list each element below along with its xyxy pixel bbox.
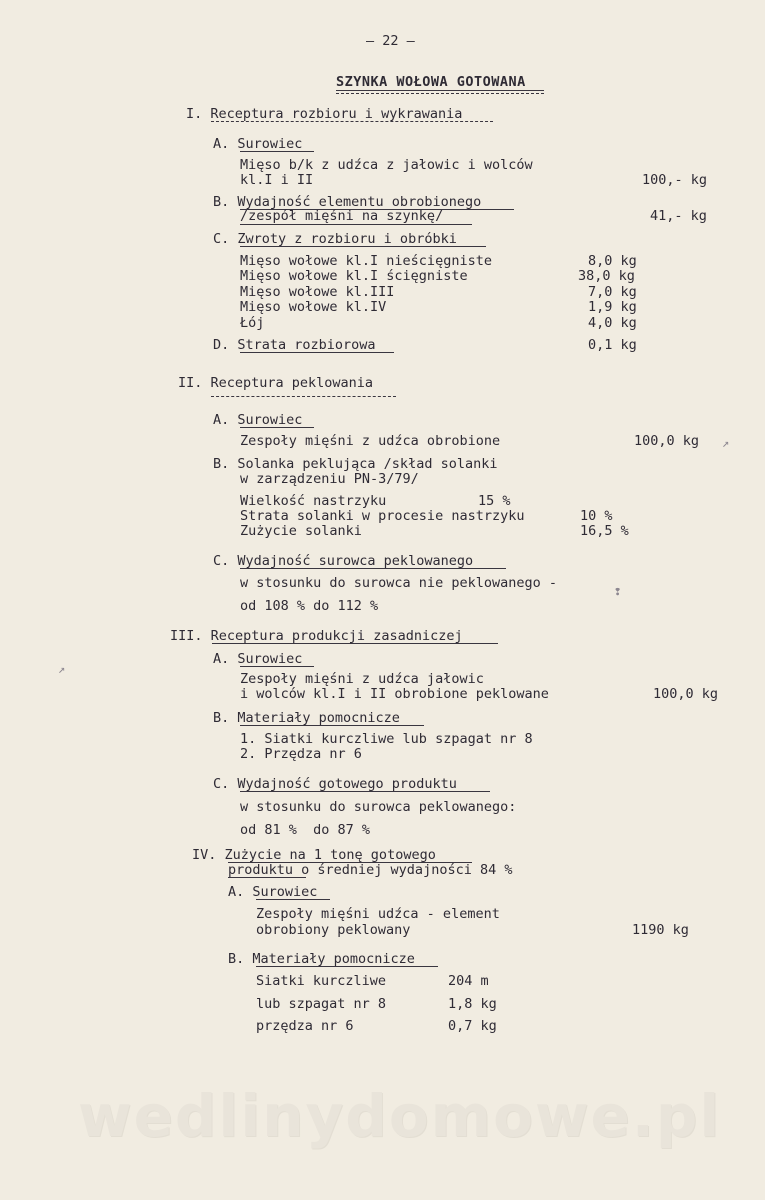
s2-b-row-2-val: 10 % <box>580 508 613 524</box>
s3-a-line1: Zespoły mięśni z udźca jałowic <box>240 671 484 687</box>
s3-c-line1: w stosunku do surowca peklowanego: <box>240 799 517 815</box>
s1-c-item-1: Mięso wołowe kl.I nieścięgniste <box>240 253 492 269</box>
s1-b-underline2 <box>240 224 472 225</box>
section-2-underline <box>211 396 396 397</box>
s3-a-label: A. Surowiec <box>213 651 303 667</box>
page-title: SZYNKA WOŁOWA GOTOWANA <box>336 74 526 90</box>
s1-c-qty-3: 7,0 kg <box>588 284 637 300</box>
scan-mark-1: ↗ <box>722 436 730 450</box>
s3-a-underline <box>240 666 314 667</box>
s3-b-line1: 1. Siatki kurczliwe lub szpagat nr 8 <box>240 731 533 747</box>
s1-b-qty: 41,- kg <box>650 208 707 224</box>
s2-c-line1: w stosunku do surowca nie peklowanego - <box>240 575 557 591</box>
s1-c-label: C. Zwroty z rozbioru i obróbki <box>213 231 457 247</box>
s1-a-line2: kl.I i II <box>240 172 314 188</box>
s4-a-label: A. Surowiec <box>228 884 318 900</box>
s1-a-label: A. Surowiec <box>213 136 303 152</box>
s4-a-underline <box>256 899 330 900</box>
section-4-underline-2 <box>228 877 306 878</box>
s3-a-line2: i wolców kl.I i II obrobione peklowane <box>240 686 549 702</box>
page-number: – 22 – <box>366 33 415 49</box>
s2-a-line1: Zespoły mięśni z udźca obrobione <box>240 433 501 449</box>
s2-b-line1: B. Solanka peklująca /skład solanki <box>213 456 498 472</box>
s1-c-item-3: Mięso wołowe kl.III <box>240 284 395 300</box>
s1-a-qty: 100,- kg <box>642 172 708 188</box>
s1-d-label: D. Strata rozbiorowa <box>213 337 376 353</box>
s2-c-underline <box>240 568 506 569</box>
section-1-underline <box>211 121 493 122</box>
s4-b-row-3-val: 0,7 kg <box>448 1018 497 1034</box>
s4-b-row-1-name: Siatki kurczliwe <box>256 973 387 989</box>
s1-d-underline <box>240 352 394 353</box>
s4-a-line1: Zespoły mięśni udźca - element <box>256 906 500 922</box>
s4-b-underline <box>256 966 438 967</box>
s3-c-line2: od 81 % do 87 % <box>240 822 371 838</box>
s1-a-line1: Mięso b/k z udźca z jałowic i wolców <box>240 157 533 173</box>
s1-c-qty-1: 8,0 kg <box>588 253 637 269</box>
s2-b-row-1-name: Wielkość nastrzyku <box>240 493 387 509</box>
s2-b-row-3-name: Zużycie solanki <box>240 523 362 539</box>
section-3-heading: III. Receptura produkcji zasadniczej <box>170 628 463 644</box>
s3-b-underline <box>240 725 424 726</box>
s2-b-line2: w zarządzeniu PN-3/79/ <box>240 471 419 487</box>
s1-c-item-2: Mięso wołowe kl.I ścięgniste <box>240 268 468 284</box>
s2-b-row-3-val: 16,5 % <box>580 523 629 539</box>
s2-a-label: A. Surowiec <box>213 412 303 428</box>
s1-c-qty-2: 38,0 kg <box>578 268 635 284</box>
s1-c-qty-4: 1,9 kg <box>588 299 637 315</box>
s1-c-underline <box>240 246 486 247</box>
s2-b-row-1-val: 15 % <box>478 493 511 509</box>
s2-a-underline <box>240 427 314 428</box>
s3-c-underline <box>240 791 490 792</box>
s1-d-qty: 0,1 kg <box>588 337 637 353</box>
title-underline-2 <box>336 93 544 94</box>
s4-b-row-2-val: 1,8 kg <box>448 996 497 1012</box>
section-2-heading: II. Receptura peklowania <box>178 375 374 391</box>
s1-b-line2: /zespół mięśni na szynkę/ <box>240 208 444 224</box>
section-4-heading-1: IV. Zużycie na 1 tonę gotowego <box>192 847 436 863</box>
s2-c-label: C. Wydajność surowca peklowanego <box>213 553 474 569</box>
s4-b-row-2-name: lub szpagat nr 8 <box>256 996 387 1012</box>
scan-mark-3: ❢ <box>614 584 622 598</box>
s1-c-item-5: Łój <box>240 315 265 331</box>
scan-mark-2: ↗ <box>58 662 66 676</box>
s3-a-qty: 100,0 kg <box>653 686 719 702</box>
s1-b-line1: B. Wydajność elementu obrobionego <box>213 194 482 210</box>
s4-b-row-3-name: przędza nr 6 <box>256 1018 354 1034</box>
section-4-heading-2: produktu o średniej wydajności 84 % <box>228 862 513 878</box>
s3-c-label: C. Wydajność gotowego produktu <box>213 776 457 792</box>
s1-a-underline <box>240 151 314 152</box>
s3-b-line2: 2. Przędza nr 6 <box>240 746 362 762</box>
s1-c-qty-5: 4,0 kg <box>588 315 637 331</box>
section-3-underline <box>212 643 498 644</box>
s1-c-item-4: Mięso wołowe kl.IV <box>240 299 387 315</box>
s3-b-label: B. Materiały pomocnicze <box>213 710 400 726</box>
title-underline <box>336 90 544 91</box>
s2-a-qty: 100,0 kg <box>634 433 700 449</box>
s4-b-row-1-val: 204 m <box>448 973 489 989</box>
s2-c-line2: od 108 % do 112 % <box>240 598 379 614</box>
s4-b-label: B. Materiały pomocnicze <box>228 951 415 967</box>
watermark: wedlinydomowe.pl <box>78 1082 722 1150</box>
s2-b-row-2-name: Strata solanki w procesie nastrzyku <box>240 508 525 524</box>
s4-a-line2: obrobiony peklowany <box>256 922 411 938</box>
section-1-heading: I. Receptura rozbioru i wykrawania <box>186 106 463 122</box>
s4-a-qty: 1190 kg <box>632 922 689 938</box>
